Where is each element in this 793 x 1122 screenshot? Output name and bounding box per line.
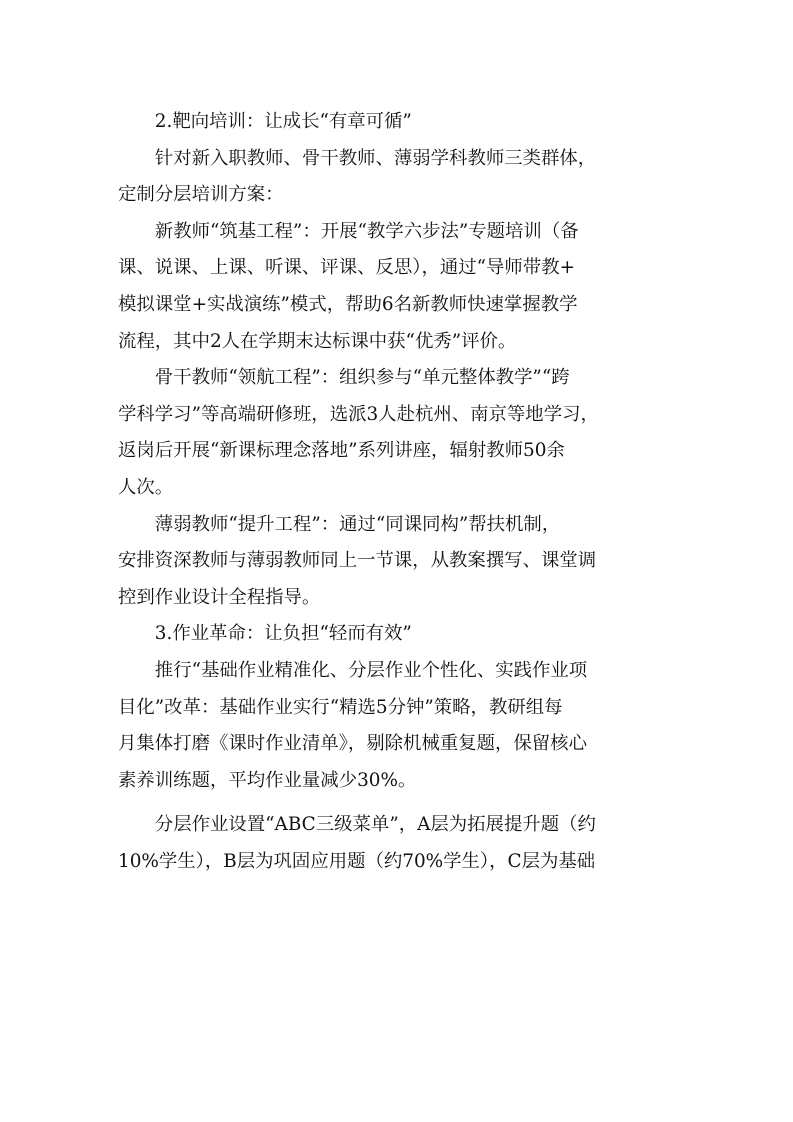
text-line: 月集体打磨《课时作业清单》，剔除机械重复题，保留核心 — [118, 733, 587, 755]
text-line: 骨干教师“领航工程”：组织参与“单元整体教学”“跨 — [154, 367, 570, 389]
text-line: 推行“基础作业精准化、分层作业个性化、实践作业项 — [154, 659, 588, 681]
text-line: 针对新入职教师、骨干教师、薄弱学科教师三类群体， — [154, 147, 597, 169]
section-heading-2 — [118, 104, 678, 141]
text-line: 流程，其中2人在学期末达标课中获“优秀”评价。 — [118, 330, 517, 352]
paragraph-homework-reform — [118, 653, 678, 799]
paragraph-new-teachers — [118, 214, 678, 360]
paragraph-intro — [118, 141, 678, 214]
paragraph-layered-homework — [118, 807, 678, 880]
text-line: 分层作业设置“ABC三级菜单”，A层为拓展提升题（约 — [154, 814, 596, 836]
paragraph-spacer — [118, 799, 678, 807]
section-heading-3 — [118, 616, 678, 653]
text-line: 安排资深教师与薄弱教师同上一节课，从教案撰写、课堂调 — [118, 550, 597, 572]
text-line: 返岗后开展“新课标理念落地”系列讲座，辐射教师50余 — [118, 440, 565, 462]
text-line: 3.作业革命：让负担“轻而有效” — [154, 623, 412, 645]
text-line: 定制分层培训方案： — [118, 184, 284, 206]
paragraph-backbone-teachers — [118, 360, 678, 506]
text-line: 控到作业设计全程指导。 — [118, 586, 321, 608]
text-line: 学科学习”等高端研修班，选派3人赴杭州、南京等地学习， — [118, 403, 599, 425]
text-line: 薄弱教师“提升工程”：通过“同课同构”帮扶机制， — [154, 513, 561, 535]
text-line: 模拟课堂+实战演练”模式，帮助6名新教师快速掌握教学 — [118, 293, 578, 315]
document-page — [118, 104, 678, 880]
paragraph-weak-teachers — [118, 507, 678, 617]
text-line: 10%学生），B层为巩固应用题（约70%学生），C层为基础 — [118, 850, 596, 872]
text-line: 素养训练题，平均作业量减少30%。 — [118, 769, 417, 791]
text-line: 目化”改革：基础作业实行“精选5分钟”策略，教研组每 — [118, 696, 563, 718]
text-line: 新教师“筑基工程”：开展“教学六步法”专题培训（备 — [154, 220, 579, 242]
text-line: 2.靶向培训：让成长“有章可循” — [154, 111, 412, 132]
text-line: 人次。 — [118, 476, 174, 498]
text-line: 课、说课、上课、听课、评课、反思），通过“导师带教+ — [118, 257, 575, 279]
